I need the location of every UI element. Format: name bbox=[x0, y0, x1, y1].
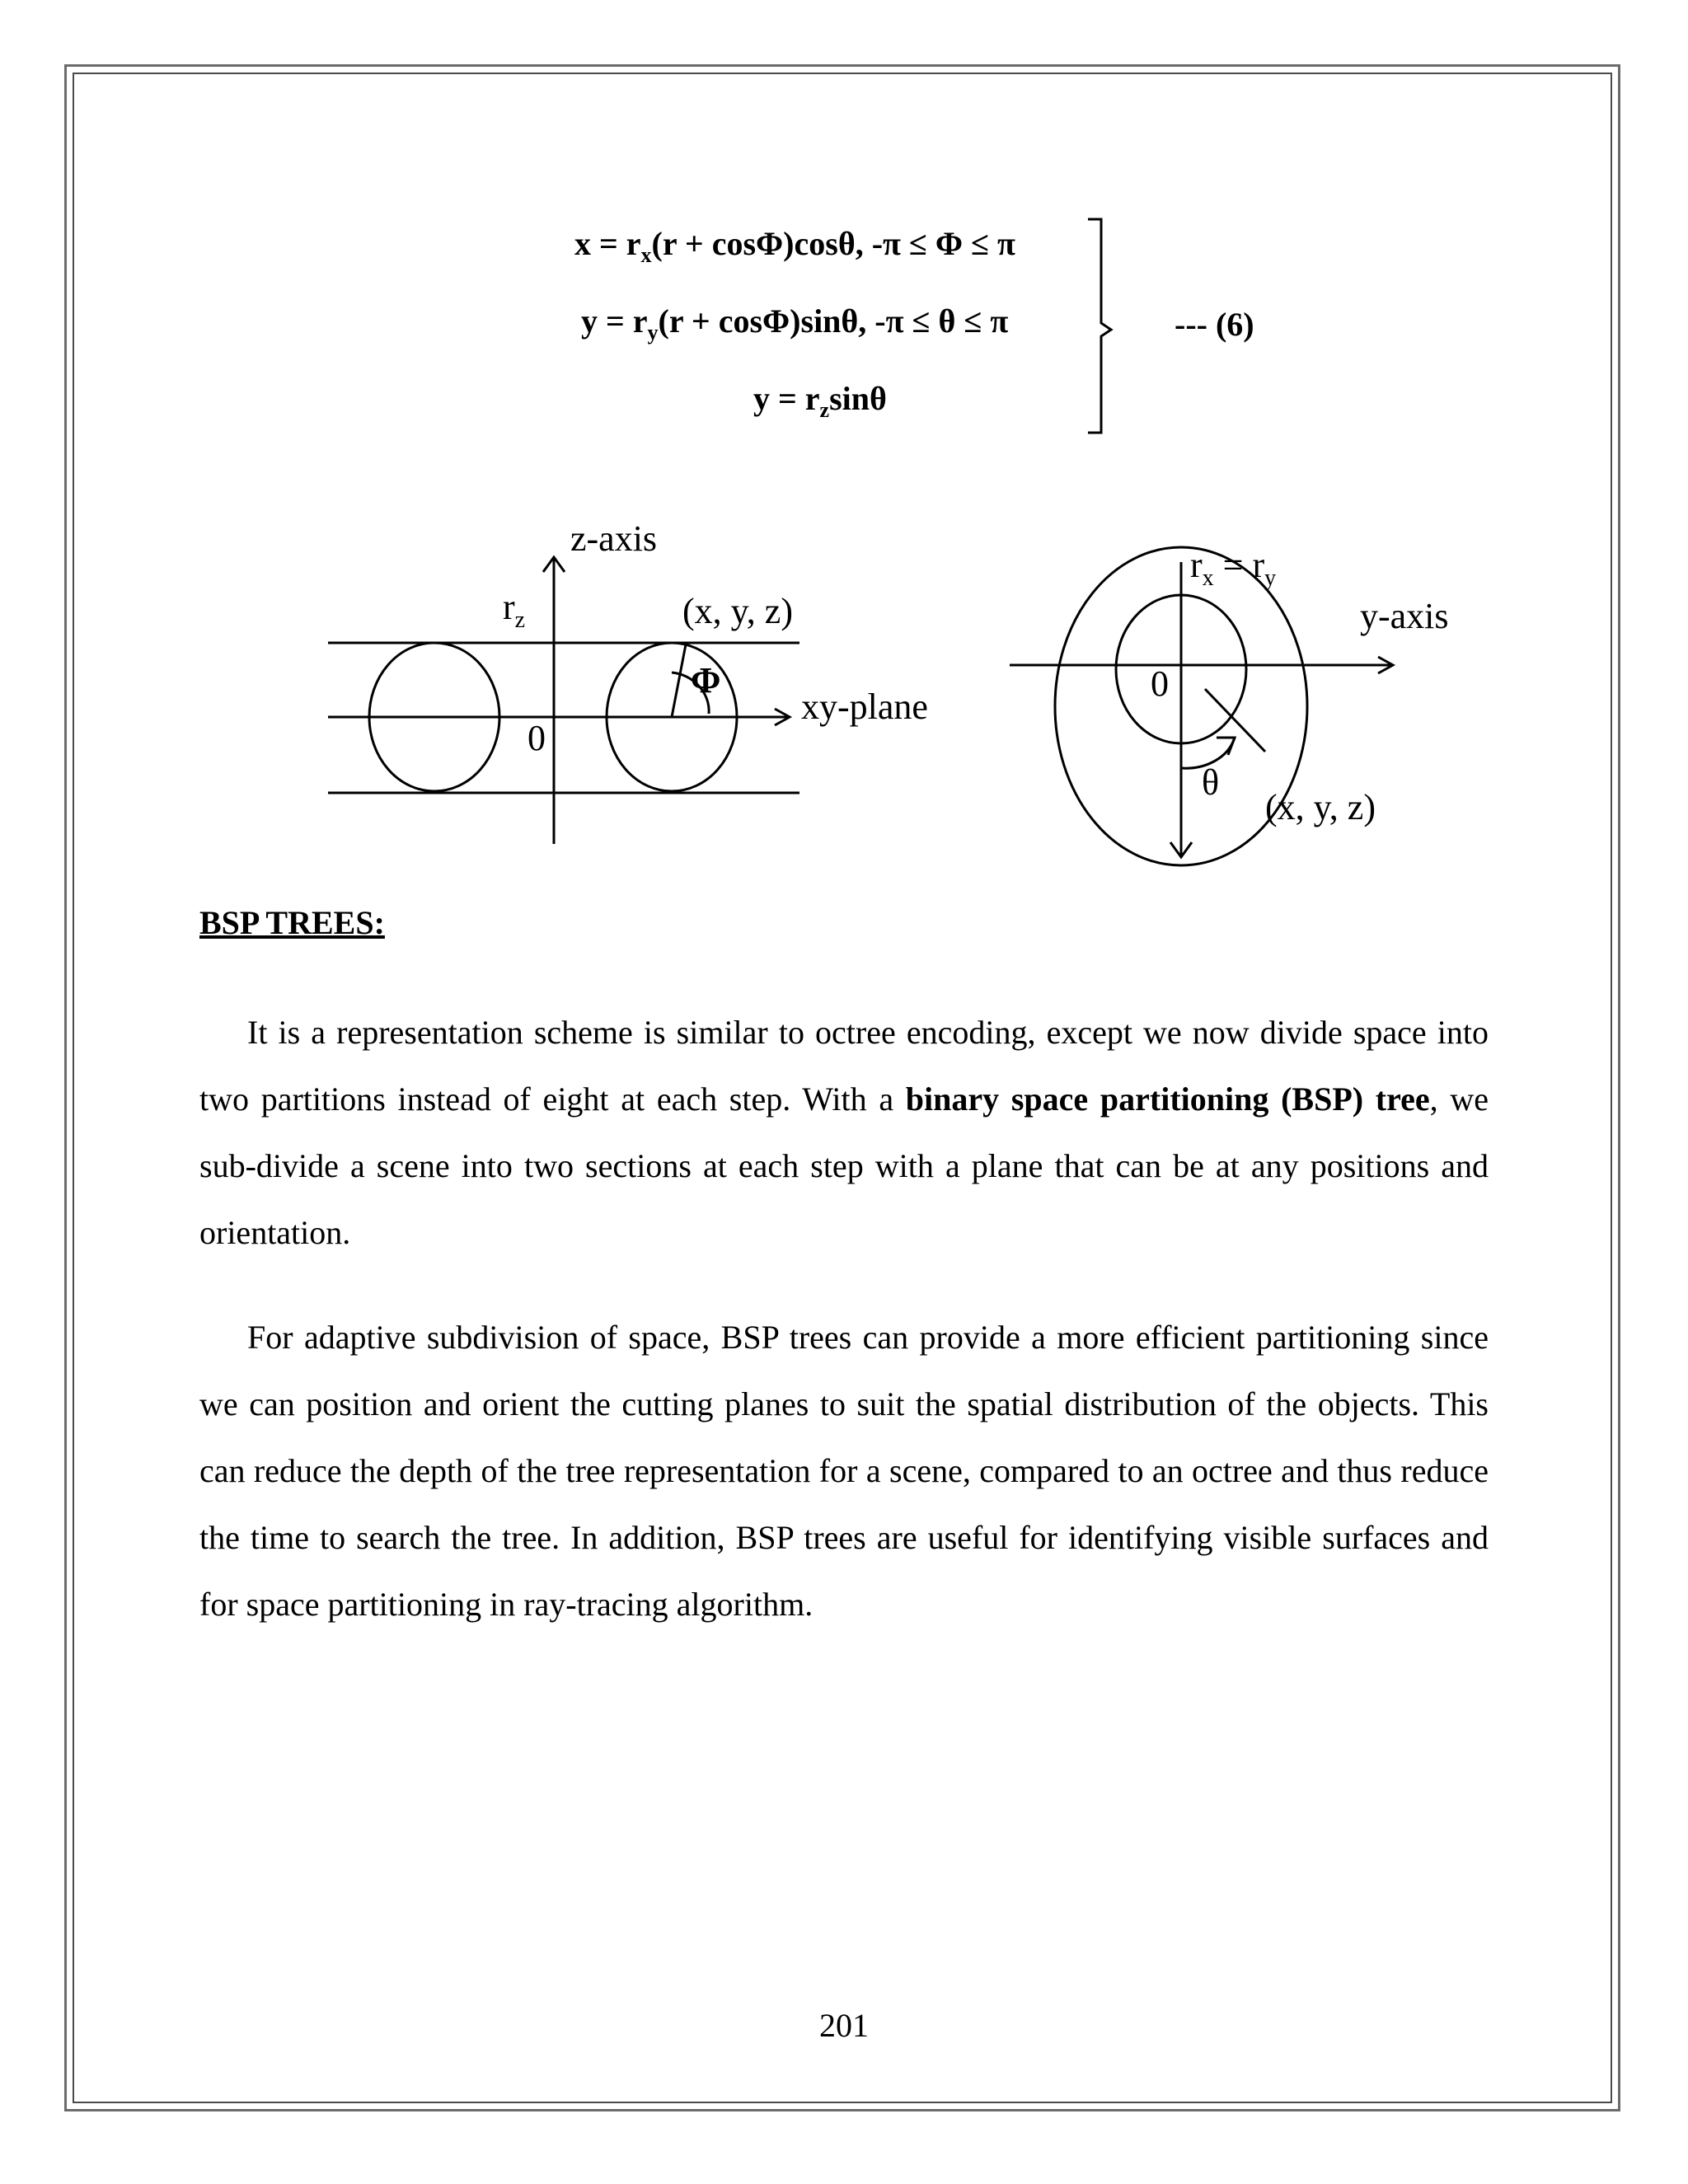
ry-main: = r bbox=[1213, 545, 1265, 585]
eq-y-lhs: y = r bbox=[581, 302, 648, 340]
page-number: 201 bbox=[819, 2007, 869, 2044]
para1-bold-term: binary space partitioning (BSP) tree bbox=[905, 1080, 1430, 1118]
rz-sub: z bbox=[514, 607, 526, 633]
rz-main: r bbox=[503, 587, 515, 627]
section-heading: BSP TREES: bbox=[199, 904, 385, 941]
eq-x-rhs: (r + cosΦ)cosθ, -π ≤ Φ ≤ π bbox=[651, 225, 1015, 262]
z-axis-label: z-axis bbox=[570, 518, 658, 559]
eq-y-rhs: (r + cosΦ)sinθ, -π ≤ θ ≤ π bbox=[658, 302, 1009, 340]
equation-brace bbox=[1088, 219, 1111, 433]
eq-z-sub: z bbox=[819, 398, 830, 422]
eq-x-sub: x bbox=[640, 243, 652, 267]
paragraph-2: For adaptive subdivision of space, BSP trees can provide a more efficient partitioning since we can position and orient the cutting planes to suit the spatial distribution of the objects. This can reduce the depth of the tree representation for a scene, compared to an octree and thus reduce the time to search the tree. In addition, BSP trees are useful for identifying visible surfaces and for space partitioning in ray-tracing algorithm. bbox=[199, 1319, 1489, 1623]
theta-label: θ bbox=[1202, 762, 1220, 803]
paragraph-1 bbox=[199, 999, 1489, 1266]
eq-z-lhs: y = r bbox=[753, 380, 820, 417]
rz-label bbox=[503, 589, 525, 632]
rx-sub: x bbox=[1202, 565, 1214, 591]
left-point-label: (x, y, z) bbox=[682, 591, 793, 631]
phi-radius-line bbox=[672, 644, 686, 717]
equation-number: --- (6) bbox=[1175, 306, 1254, 343]
ry-sub: y bbox=[1264, 565, 1277, 591]
xy-plane-label: xy-plane bbox=[801, 687, 928, 727]
left-origin-label: 0 bbox=[528, 718, 546, 758]
radius-equality-label bbox=[1190, 547, 1276, 590]
rx-main: r bbox=[1190, 545, 1203, 585]
y-axis-label: y-axis bbox=[1360, 596, 1449, 636]
right-origin-label: 0 bbox=[1151, 663, 1169, 704]
para1-text-b: , we sub-divide a scene into two sections at each step with a plane that can be at any positions and orientation. bbox=[199, 1080, 1489, 1251]
right-point-label: (x, y, z) bbox=[1265, 787, 1376, 827]
eq-x-lhs: x = r bbox=[574, 225, 641, 262]
eq-z-rhs: sinθ bbox=[829, 380, 887, 417]
para1-text-a: It is a representation scheme is similar to octree encoding, except we now divide space into two partitions instead of eight at each step. With a bbox=[199, 1014, 1489, 1118]
eq-y-sub: y bbox=[647, 321, 659, 344]
theta-radius-line bbox=[1205, 689, 1265, 752]
phi-label: Φ bbox=[691, 660, 721, 701]
